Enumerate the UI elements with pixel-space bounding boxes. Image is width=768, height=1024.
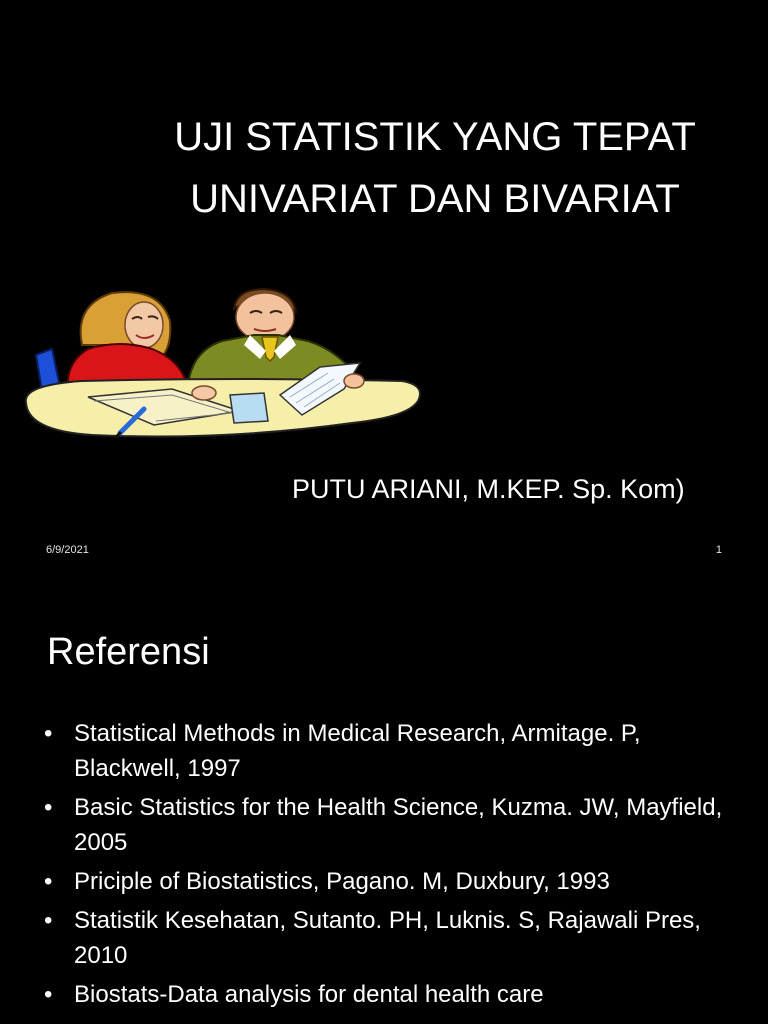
reference-item xyxy=(44,716,734,786)
reference-text: Statistical Methods in Medical Research, Armitage. P, Blackwell, 1997 xyxy=(74,720,641,782)
bullet-icon: • xyxy=(44,981,53,1008)
reference-item xyxy=(44,977,734,1012)
reference-text: Biostats-Data analysis for dental health care xyxy=(74,981,544,1008)
bullet-icon: • xyxy=(44,868,53,895)
reference-item xyxy=(44,864,734,899)
reference-text: Basic Statistics for the Health Science, Kuzma. JW, Mayfield, 2005 xyxy=(74,794,723,856)
references-list xyxy=(44,716,734,1016)
slide-page-number: 1 xyxy=(715,544,722,556)
reference-text: Priciple of Biostatistics, Pagano. M, Duxbury, 1993 xyxy=(74,868,610,895)
references-slide xyxy=(0,576,768,1024)
bullet-icon: • xyxy=(44,794,53,821)
reference-text: Statistik Kesehatan, Sutanto. PH, Luknis. S, Rajawali Pres, 2010 xyxy=(74,907,701,969)
business-meeting-clipart xyxy=(22,285,424,447)
slide-date: 6/9/2021 xyxy=(46,544,89,556)
references-heading: Referensi xyxy=(47,631,210,673)
author-name: PUTU ARIANI, M.KEP. Sp. Kom) xyxy=(292,474,685,504)
reference-item xyxy=(44,790,734,860)
bullet-icon: • xyxy=(44,720,53,747)
slide-title-line-2: UNIVARIAT DAN BIVARIAT xyxy=(190,177,680,221)
reference-item xyxy=(44,903,734,973)
bullet-icon: • xyxy=(44,907,53,934)
slide-title-line-1: UJI STATISTIK YANG TEPAT xyxy=(174,115,696,159)
